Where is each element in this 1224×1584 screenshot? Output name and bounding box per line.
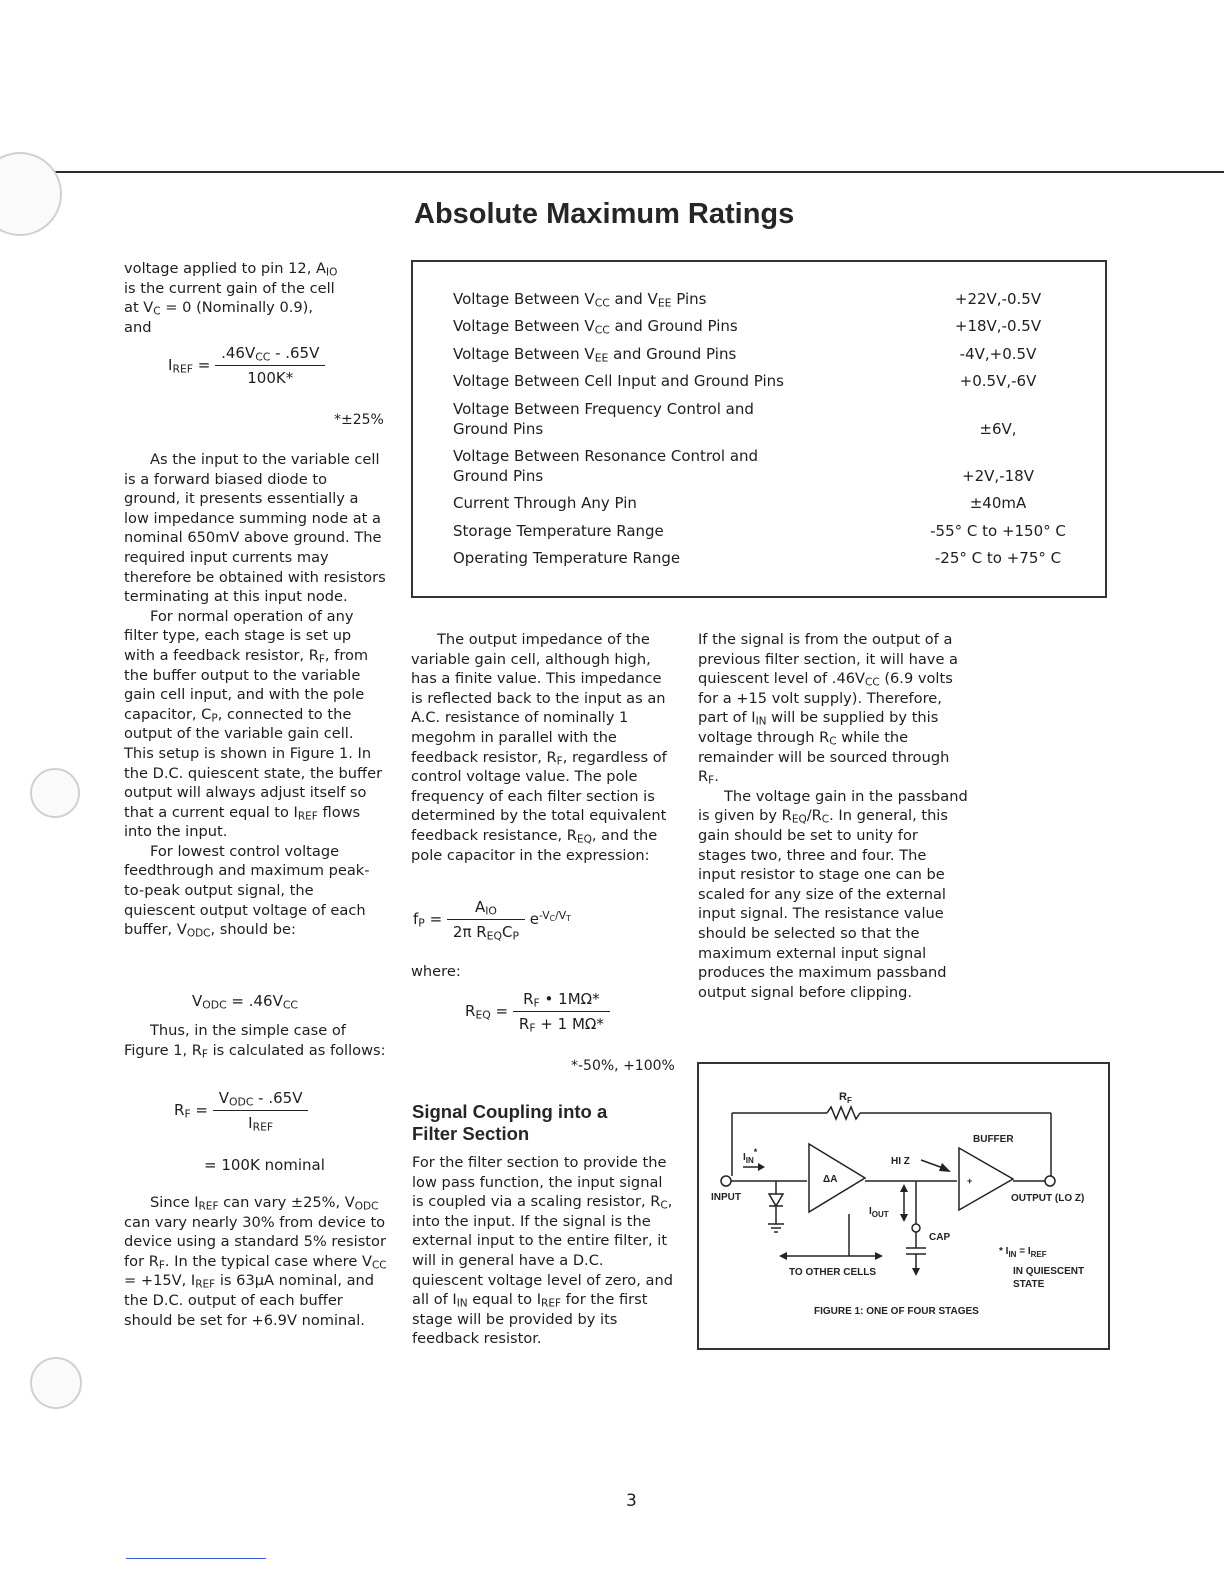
circuit-diagram [699,1064,1108,1348]
right-column [698,630,968,1002]
where-text: where: [411,963,461,980]
cap-node [912,1224,920,1232]
other-cells-label: TO OTHER CELLS [789,1267,877,1278]
iin-arrowhead [758,1163,765,1171]
left-para-3: For normal operation of any filter type, each stage is set up with a feedback resistor, $R_F$, from the buffer output to the variable gain cell input, and with the pole capacitor, $C_P$, connected to the output of the variable gain cell. This setup is shown in Figure 1. In the D.C. quiescent state, the buffer output will always adjust itself so that a current equal to $I_{REF}$ flows into the input. [124,607,383,841]
cap-label: CAP [929,1232,951,1243]
binder-hole-middle [30,768,80,818]
iref-equation: $I_{REF}$ = $\frac{.46V_{CC} - .65V}{100K*}$ [168,344,325,387]
middle-column-bottom [412,1153,676,1349]
hiz-label: HI Z [891,1156,910,1167]
output-terminal [1045,1176,1055,1186]
buffer-label: BUFFER [973,1134,1014,1145]
output-label: OUTPUT (LO Z) [1011,1193,1085,1204]
fp-equation: $f_P$ = $\frac{A_{IO}}{2\pi R_{EQ}C_P}$ $e^{-V_C/V_T}$ [413,898,571,943]
iout-arrowhead-up [900,1184,908,1192]
other-cells-arrow-left [779,1252,787,1260]
iout-label: $I_{OUT}$ [869,1206,889,1219]
diode-symbol [769,1194,783,1206]
left-para-5-wrap [124,1021,386,1060]
req-tolerance-note: *-50%, +100% [571,1058,675,1074]
input-terminal [721,1176,731,1186]
rf-fraction: $\frac{V_{ODC} - .65V}{I_{REF}}$ [213,1089,309,1132]
hiz-arrowhead [939,1163,951,1172]
iout-arrowhead-down [900,1214,908,1222]
quiescent-note-line-2: IN QUIESCENT [1013,1266,1085,1277]
figure-caption: FIGURE 1: ONE OF FOUR STAGES [814,1306,979,1317]
figure-1 [697,1062,1110,1350]
rf-result: = 100K nominal [204,1156,325,1174]
middle-column [411,630,673,865]
left-para-5: Thus, in the simple case of Figure 1, $R_F$ is calculated as follows: [124,1022,386,1061]
iref-tolerance-note: *±25% [334,412,384,428]
bottom-link-line [126,1558,266,1559]
fp-fraction: $\frac{A_{IO}}{2\pi R_{EQ}C_P}$ [447,898,525,941]
page-number: 3 [626,1491,637,1511]
iin-label: $I_{IN}*$ [743,1147,758,1165]
ratings-table: Voltage Between $V_{CC}$ and $V_{EE}$ Pins +22V,-0.5V Voltage Between $V_{CC}$ and Ground Pins +18V,-0.5V Voltage Between $V_{EE}$ and Ground Pins -4V,+0.5V Voltage Between Cell Input and Ground Pins +0.5V,-6V Voltage Between Frequency Control and Ground Pins ±6V, Voltage Between Resonance Control and Ground Pins +2V,-18V Current Through Any Pin ±40mA Storage Temperature Range -55° C to +150° C Operating Temperature Range -25° C to +75° C [411,260,1107,598]
rf-label: $R_F$ [839,1091,852,1105]
left-column [124,259,394,337]
cap-ground-arrow [912,1268,920,1276]
rf-equation: $R_F$ = $\frac{V_{ODC} - .65V}{I_{REF}}$ [174,1089,308,1132]
resistor-rf [827,1107,860,1119]
buffer-plus: + [967,1176,973,1186]
binder-hole-top [0,152,62,236]
req-fraction: $\frac{R_F • 1M\Omega*}{R_F + 1 M\Omega*}$ [513,990,610,1033]
binder-hole-bottom [30,1357,82,1409]
left-para-4: For lowest control voltage feedthrough and maximum peak-to-peak output signal, the quiescent output voltage of each buffer, $V_{ODC}$, should be: [124,842,370,940]
mid-para-1: The output impedance of the variable gain cell, although high, has a finite value. This impedance is reflected back to the input as an A.C. resistance of nominally 1 megohm in parallel with the feedback resistor, $R_F$, regardless of control voltage value. The pole frequency of each filter section is determined by the total equivalent feedback resistance, $R_{EQ}$, and the pole capacitor in the expression: [411,631,667,864]
left-para-6: Since $I_{REF}$ can vary ±25%, $V_{ODC}$ can vary nearly 30% from device to device using a standard 5% resistor for $R_F$. In the typical case where $V_{CC} = +15V$, $I_{REF}$ is 63μA nominal, and the D.C. output of each buffer should be set for +6.9V nominal. [124,1194,387,1329]
left-para-1: voltage applied to pin 12, $A_{IO}$ is the current gain of the cell at $V_C = 0$ (Nominally 0.9), and [124,260,338,336]
left-para-2: As the input to the variable cell is a forward biased diode to ground, it presents essentially a low impedance summing node at a nominal 650mV above ground. The required input currents may therefore be obtained with resistors terminating at this input node. [124,451,386,606]
header-rule [0,171,1224,173]
quiescent-note-line-3: STATE [1013,1279,1045,1290]
vodc-equation: $V_{ODC} = .46V_{CC}$ [192,992,298,1012]
input-label: INPUT [711,1192,741,1203]
left-para-6-wrap [124,1193,388,1330]
iref-fraction: $\frac{.46V_{CC} - .65V}{100K*}$ [215,344,325,387]
section-heading: Signal Coupling into a Filter Section [412,1101,608,1144]
right-para-1: If the signal is from the output of a previous filter section, it will have a quiescent level of $.46V_{CC}$ (6.9 volts for a +15 volt supply). Therefore, part of $I_{IN}$ will be supplied by this voltage through $R_C$ while the remainder will be sourced through $R_F$. [698,631,959,787]
hiz-arrow [921,1160,943,1168]
other-cells-arrow-right [875,1252,883,1260]
gain-label: ΔA [823,1174,838,1185]
page-title: Absolute Maximum Ratings [414,198,795,230]
req-equation: $R_{EQ}$ = $\frac{R_F • 1M\Omega*}{R_F + 1 M\Omega*}$ [465,990,610,1033]
right-para-2: The voltage gain in the passband is given by $R_{EQ}/R_C$. In general, this gain should be set to unity for stages two, three and four. The input resistor to stage one can be scaled for any size of the external input signal. The resistance value should be selected so that the maximum external input signal produces the maximum passband output signal before clipping. [698,787,968,1001]
mid-para-2: For the filter section to provide the low pass function, the input signal is coupled via a scaling resistor, $R_C$, into the input. If the signal is the external input to the entire filter, it will in general have a D.C. quiescent voltage level of zero, and all of $I_{IN}$ equal to $I_{REF}$ for the first stage will be provided by its feedback resistor. [412,1154,673,1348]
left-column-body [124,450,386,940]
quiescent-note: * $I_{IN} = I_{REF}$ [999,1246,1047,1259]
